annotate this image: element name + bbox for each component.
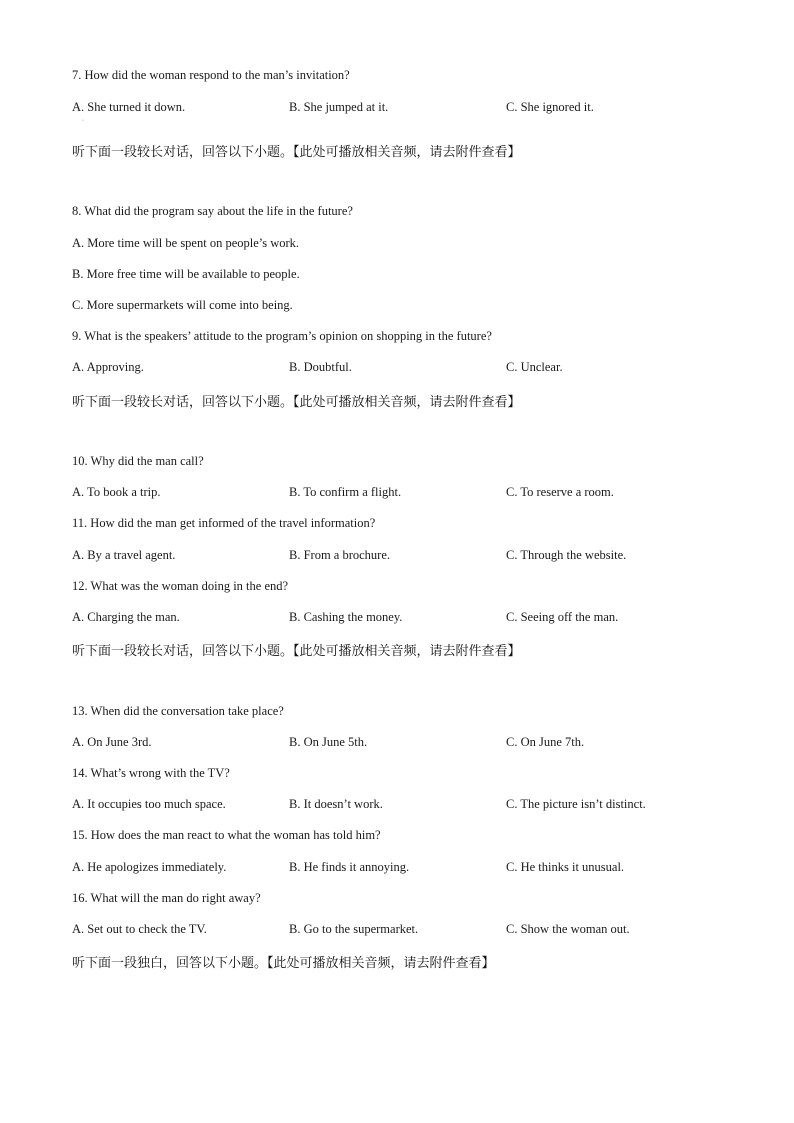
q15-option-b: B. He finds it annoying. (289, 860, 410, 874)
q14-option-a: A. It occupies too much space. (72, 797, 226, 811)
q13-option-b: B. On June 5th. (289, 735, 368, 749)
question-12: 12. What was the woman doing in the end? (72, 579, 289, 593)
question-16: 16. What will the man do right away? (72, 891, 261, 905)
q10-option-a: A. To book a trip. (72, 485, 161, 499)
question-14: 14. What’s wrong with the TV? (72, 766, 230, 780)
q13-option-a: A. On June 3rd. (72, 735, 152, 749)
q16-option-b: B. Go to the supermarket. (289, 922, 419, 936)
question-15: 15. How does the man react to what the woman has told him? (72, 828, 381, 842)
q15-option-a: A. He apologizes immediately. (72, 860, 227, 874)
listening-instruction-3: 听下面一段较长对话，回答以下小题。【此处可播放相关音频，请去附件查看】 (72, 644, 521, 659)
q15-option-c: C. He thinks it unusual. (506, 860, 625, 874)
q14-option-c: C. The picture isn’t distinct. (506, 797, 646, 811)
q11-option-c: C. Through the website. (506, 548, 627, 562)
q13-option-c: C. On June 7th. (506, 735, 585, 749)
listening-instruction-4: 听下面一段独白，回答以下小题。【此处可播放相关音频，请去附件查看】 (72, 956, 495, 971)
q9-option-c: C. Unclear. (506, 360, 563, 374)
question-10: 10. Why did the man call? (72, 454, 204, 468)
q7-option-a: A. She turned it down. (72, 100, 186, 114)
q9-option-a: A. Approving. (72, 360, 144, 374)
listening-instruction-2: 听下面一段较长对话，回答以下小题。【此处可播放相关音频，请去附件查看】 (72, 395, 521, 410)
q10-option-c: C. To reserve a room. (506, 485, 614, 499)
q11-option-b: B. From a brochure. (289, 548, 391, 562)
stray-mark: · (82, 118, 84, 124)
q12-option-a: A. Charging the man. (72, 610, 180, 624)
q16-option-a: A. Set out to check the TV. (72, 922, 207, 936)
q12-option-b: B. Cashing the money. (289, 610, 403, 624)
q7-option-b: B. She jumped at it. (289, 100, 389, 114)
question-13: 13. When did the conversation take place? (72, 704, 284, 718)
question-8: 8. What did the program say about the life in the future? (72, 204, 353, 218)
question-9: 9. What is the speakers’ attitude to the program’s opinion on shopping in the future? (72, 329, 492, 343)
q16-option-c: C. Show the woman out. (506, 922, 630, 936)
q8-option-b: B. More free time will be available to people. (72, 267, 300, 281)
question-11: 11. How did the man get informed of the travel information? (72, 516, 376, 530)
q7-option-c: C. She ignored it. (506, 100, 594, 114)
listening-instruction-1: 听下面一段较长对话，回答以下小题。【此处可播放相关音频，请去附件查看】 (72, 145, 521, 160)
q11-option-a: A. By a travel agent. (72, 548, 176, 562)
q10-option-b: B. To confirm a flight. (289, 485, 402, 499)
q8-option-a: A. More time will be spent on people’s work. (72, 236, 300, 250)
q9-option-b: B. Doubtful. (289, 360, 352, 374)
q8-option-c: C. More supermarkets will come into being. (72, 298, 293, 312)
q14-option-b: B. It doesn’t work. (289, 797, 383, 811)
q12-option-c: C. Seeing off the man. (506, 610, 619, 624)
question-7: 7. How did the woman respond to the man’s invitation? (72, 68, 350, 82)
